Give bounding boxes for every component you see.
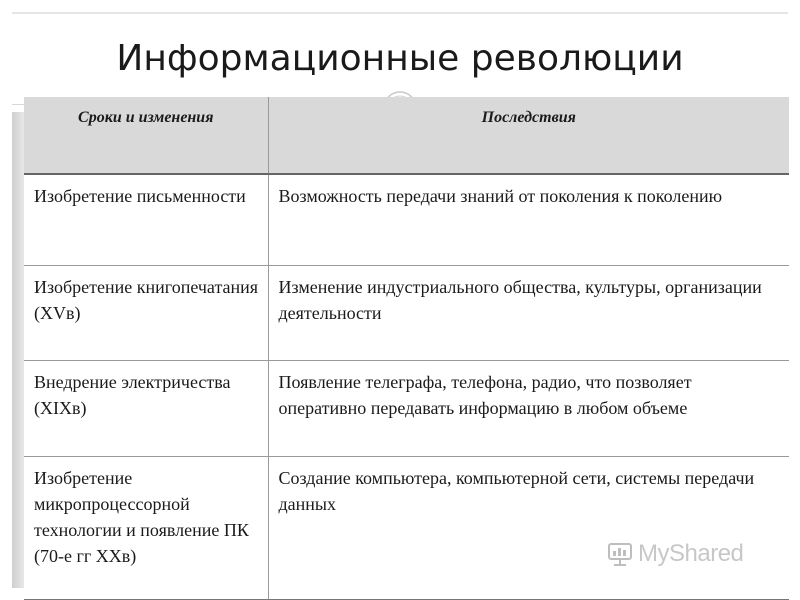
row-period: Изобретение книгопечатания (XVв) bbox=[24, 266, 268, 361]
table-row bbox=[24, 174, 789, 266]
row-consequence: Создание компьютера, компьютерной сети, системы передачи данных bbox=[268, 457, 789, 600]
row-period: Изобретение письменности bbox=[24, 174, 268, 266]
row-consequence: Изменение индустриального общества, культуры, организации деятельности bbox=[268, 266, 789, 361]
slide-frame-top-line bbox=[12, 12, 788, 14]
header-consequences: Последствия bbox=[268, 97, 789, 174]
row-period: Внедрение электричества (XIXв) bbox=[24, 361, 268, 457]
table-row bbox=[24, 361, 789, 457]
revolutions-table bbox=[24, 97, 789, 600]
table-row bbox=[24, 457, 789, 600]
header-period: Сроки и изменения bbox=[24, 97, 268, 174]
row-consequence: Возможность передачи знаний от поколения к поколению bbox=[268, 174, 789, 266]
myshared-logo-icon bbox=[606, 540, 634, 568]
table-header-row bbox=[24, 97, 789, 174]
myshared-watermark bbox=[606, 538, 743, 570]
row-period: Изобретение микропроцессорной технологии и появление ПК (70-е гг XXв) bbox=[24, 457, 268, 600]
slide-title: Информационные революции bbox=[116, 38, 684, 79]
slide-frame-left-bar bbox=[12, 112, 24, 588]
row-consequence: Появление телеграфа, телефона, радио, что позволяет оперативно передавать информацию в любом объеме bbox=[268, 361, 789, 457]
table-row bbox=[24, 266, 789, 361]
watermark-text: MyShared bbox=[638, 540, 744, 567]
